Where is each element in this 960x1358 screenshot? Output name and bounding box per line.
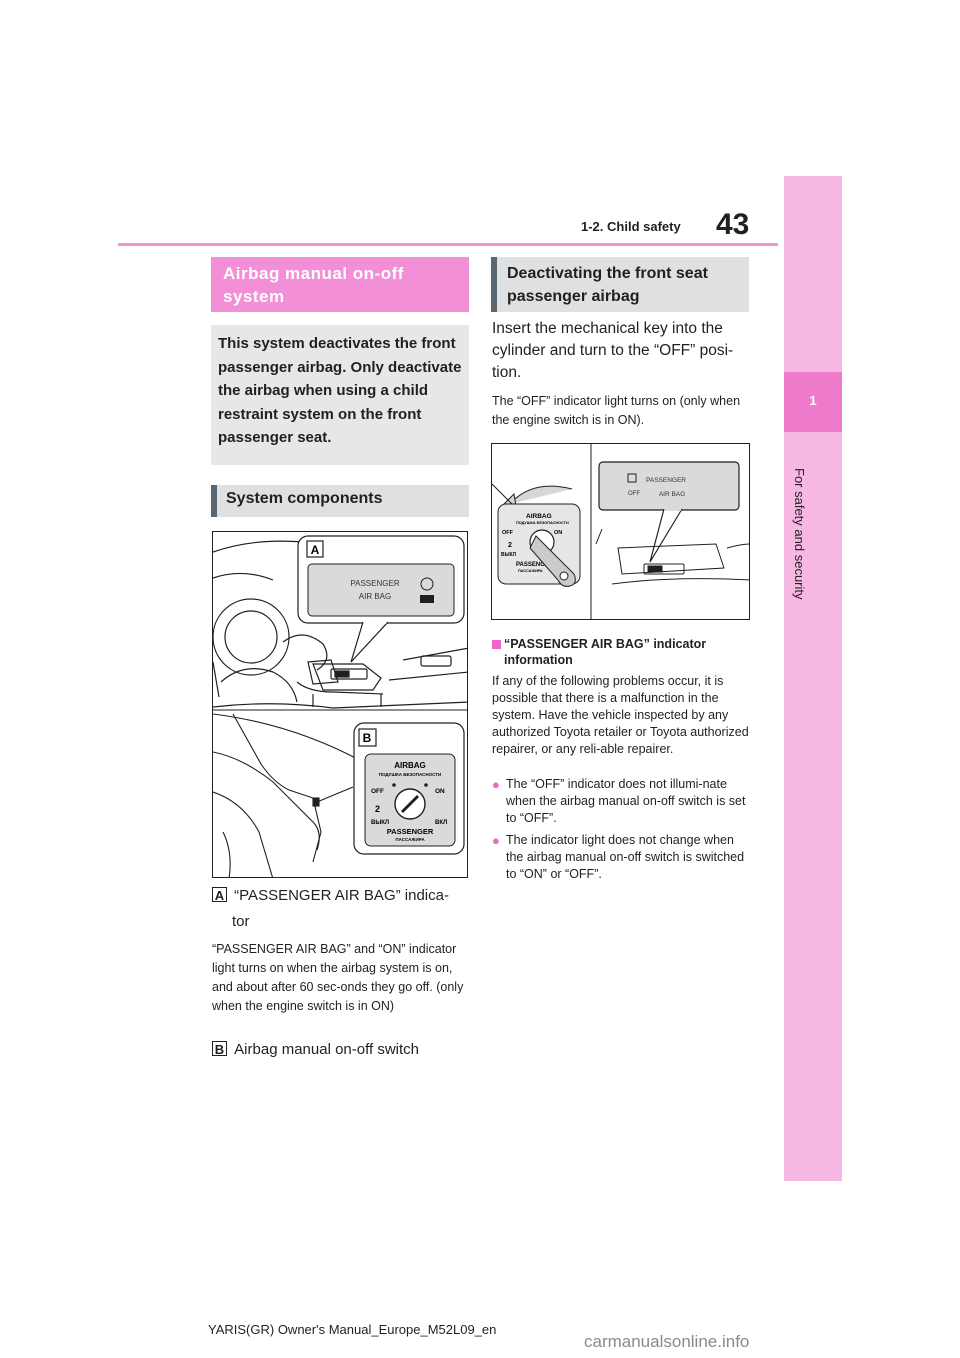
- deactivate-heading: Deactivating the front seat passenger airbag: [491, 257, 749, 312]
- fig2-indicator-airbag-text: AIR BAG: [658, 491, 686, 498]
- section-title: 1-2. Child safety: [581, 219, 681, 234]
- note-text: The “OFF” indicator light turns on (only when the engine switch is in ON).: [492, 394, 741, 427]
- switch-on-text: ON: [435, 788, 445, 795]
- info-text: If any of the following problems occur, it is possible that there is a malfunction in the system. Have the vehicle inspected by any authorized Toyota retailer or Toyota authorized repairer, or any reli-able repairer.: [492, 674, 749, 756]
- square-bullet-icon: [492, 640, 501, 649]
- header-rule: [118, 243, 778, 246]
- fig2-indicator-off-text: OFF: [628, 491, 640, 497]
- item-b-letter: B: [212, 1041, 227, 1056]
- callout-a-label: A: [310, 543, 320, 557]
- item-a-label-1: “PASSENGER AIR BAG” indica-: [234, 887, 449, 904]
- info-heading-block: [492, 636, 750, 668]
- indicator-on-icon: [420, 595, 434, 603]
- deactivation-illustration: [492, 444, 750, 620]
- fig2-switch-subtitle-text: ПОДУШКА БЕЗОПАСНОСТИ: [516, 521, 569, 525]
- bullet-dot-icon: ●: [492, 777, 500, 792]
- fig2-switch-off-text: OFF: [502, 530, 513, 536]
- item-b: [212, 1039, 472, 1061]
- intro-box: This system deactivates the front passenger airbag. Only deactivate the airbag when using a child restraint system on the front passenger seat.: [211, 325, 469, 465]
- chapter-number: 1: [809, 393, 817, 408]
- chapter-title-text: For safety and security: [792, 468, 807, 600]
- components-heading: System components: [211, 485, 469, 517]
- turn-arrow-icon: [510, 486, 572, 504]
- fig2-switch-passenger-text: PASSENG: [516, 562, 545, 568]
- switch-airbag-text: AIRBAG: [394, 761, 426, 770]
- switch-off-ru-text: ВЫКЛ: [371, 820, 390, 826]
- switch-subtitle-text: ПОДУШКА БЕЗОПАСНОСТИ: [378, 772, 442, 777]
- bullet-item: [492, 832, 750, 883]
- fig2-indicator-passenger-text: PASSENGER: [646, 477, 686, 484]
- instruction-text: Insert the mechanical key into the cylinder and turn to the “OFF” posi-tion.: [492, 320, 734, 381]
- main-heading: Airbag manual on-off system: [211, 257, 469, 312]
- item-a-description: “PASSENGER AIR BAG” and “ON” indicator light turns on when the airbag system is on, and about after 60 sec-onds they go off. (only when the engine switch is in ON): [212, 942, 464, 1013]
- switch-off-text: OFF: [371, 788, 384, 795]
- indicator-airbag-text: AIR BAG: [358, 592, 392, 601]
- chapter-title: [792, 468, 823, 618]
- fig2-switch-passenger-ru-text: ПАССАЖИРА: [518, 569, 543, 573]
- switch-passenger-ru-text: ПАССАЖИРА: [395, 837, 425, 842]
- components-illustration: [213, 532, 468, 878]
- switch-passenger-text: PASSENGER: [386, 827, 434, 836]
- callout-b-label: B: [362, 731, 372, 745]
- fig2-switch-airbag-text: AIRBAG: [526, 513, 552, 520]
- page-number: 43: [716, 208, 750, 241]
- deactivation-figure: [491, 443, 750, 620]
- bullet-dot-icon: ●: [492, 833, 500, 848]
- item-a-letter: A: [212, 887, 227, 902]
- seat-number-text: 2: [375, 804, 381, 814]
- item-a-label-2: tor: [232, 913, 250, 930]
- item-b-label: Airbag manual on-off switch: [234, 1041, 419, 1058]
- fig2-switch-off-ru-text: ВЫКЛ: [501, 552, 517, 558]
- fig2-seat-number-text: 2: [508, 542, 512, 549]
- fig2-switch-on-text: ON: [554, 530, 563, 536]
- bullet-text: The “OFF” indicator does not illumi-nate when the airbag manual on-off switch is set to “OFF”.: [506, 777, 746, 825]
- watermark: carmanualsonline.info: [584, 1332, 750, 1351]
- bullet-item: [492, 776, 750, 827]
- item-a: [212, 885, 472, 907]
- bullet-text: The indicator light does not change when the airbag manual on-off switch is switched to “ON” or “OFF”.: [506, 833, 745, 881]
- switch-on-ru-text: ВКЛ: [435, 820, 448, 826]
- manual-id: YARIS(GR) Owner's Manual_Europe_M52L09_en: [208, 1322, 497, 1337]
- indicator-passenger-text: PASSENGER: [350, 579, 400, 588]
- chapter-side-tab: [784, 176, 842, 1181]
- system-components-figure: [212, 531, 468, 878]
- info-heading: “PASSENGER AIR BAG” indicator information: [504, 637, 707, 667]
